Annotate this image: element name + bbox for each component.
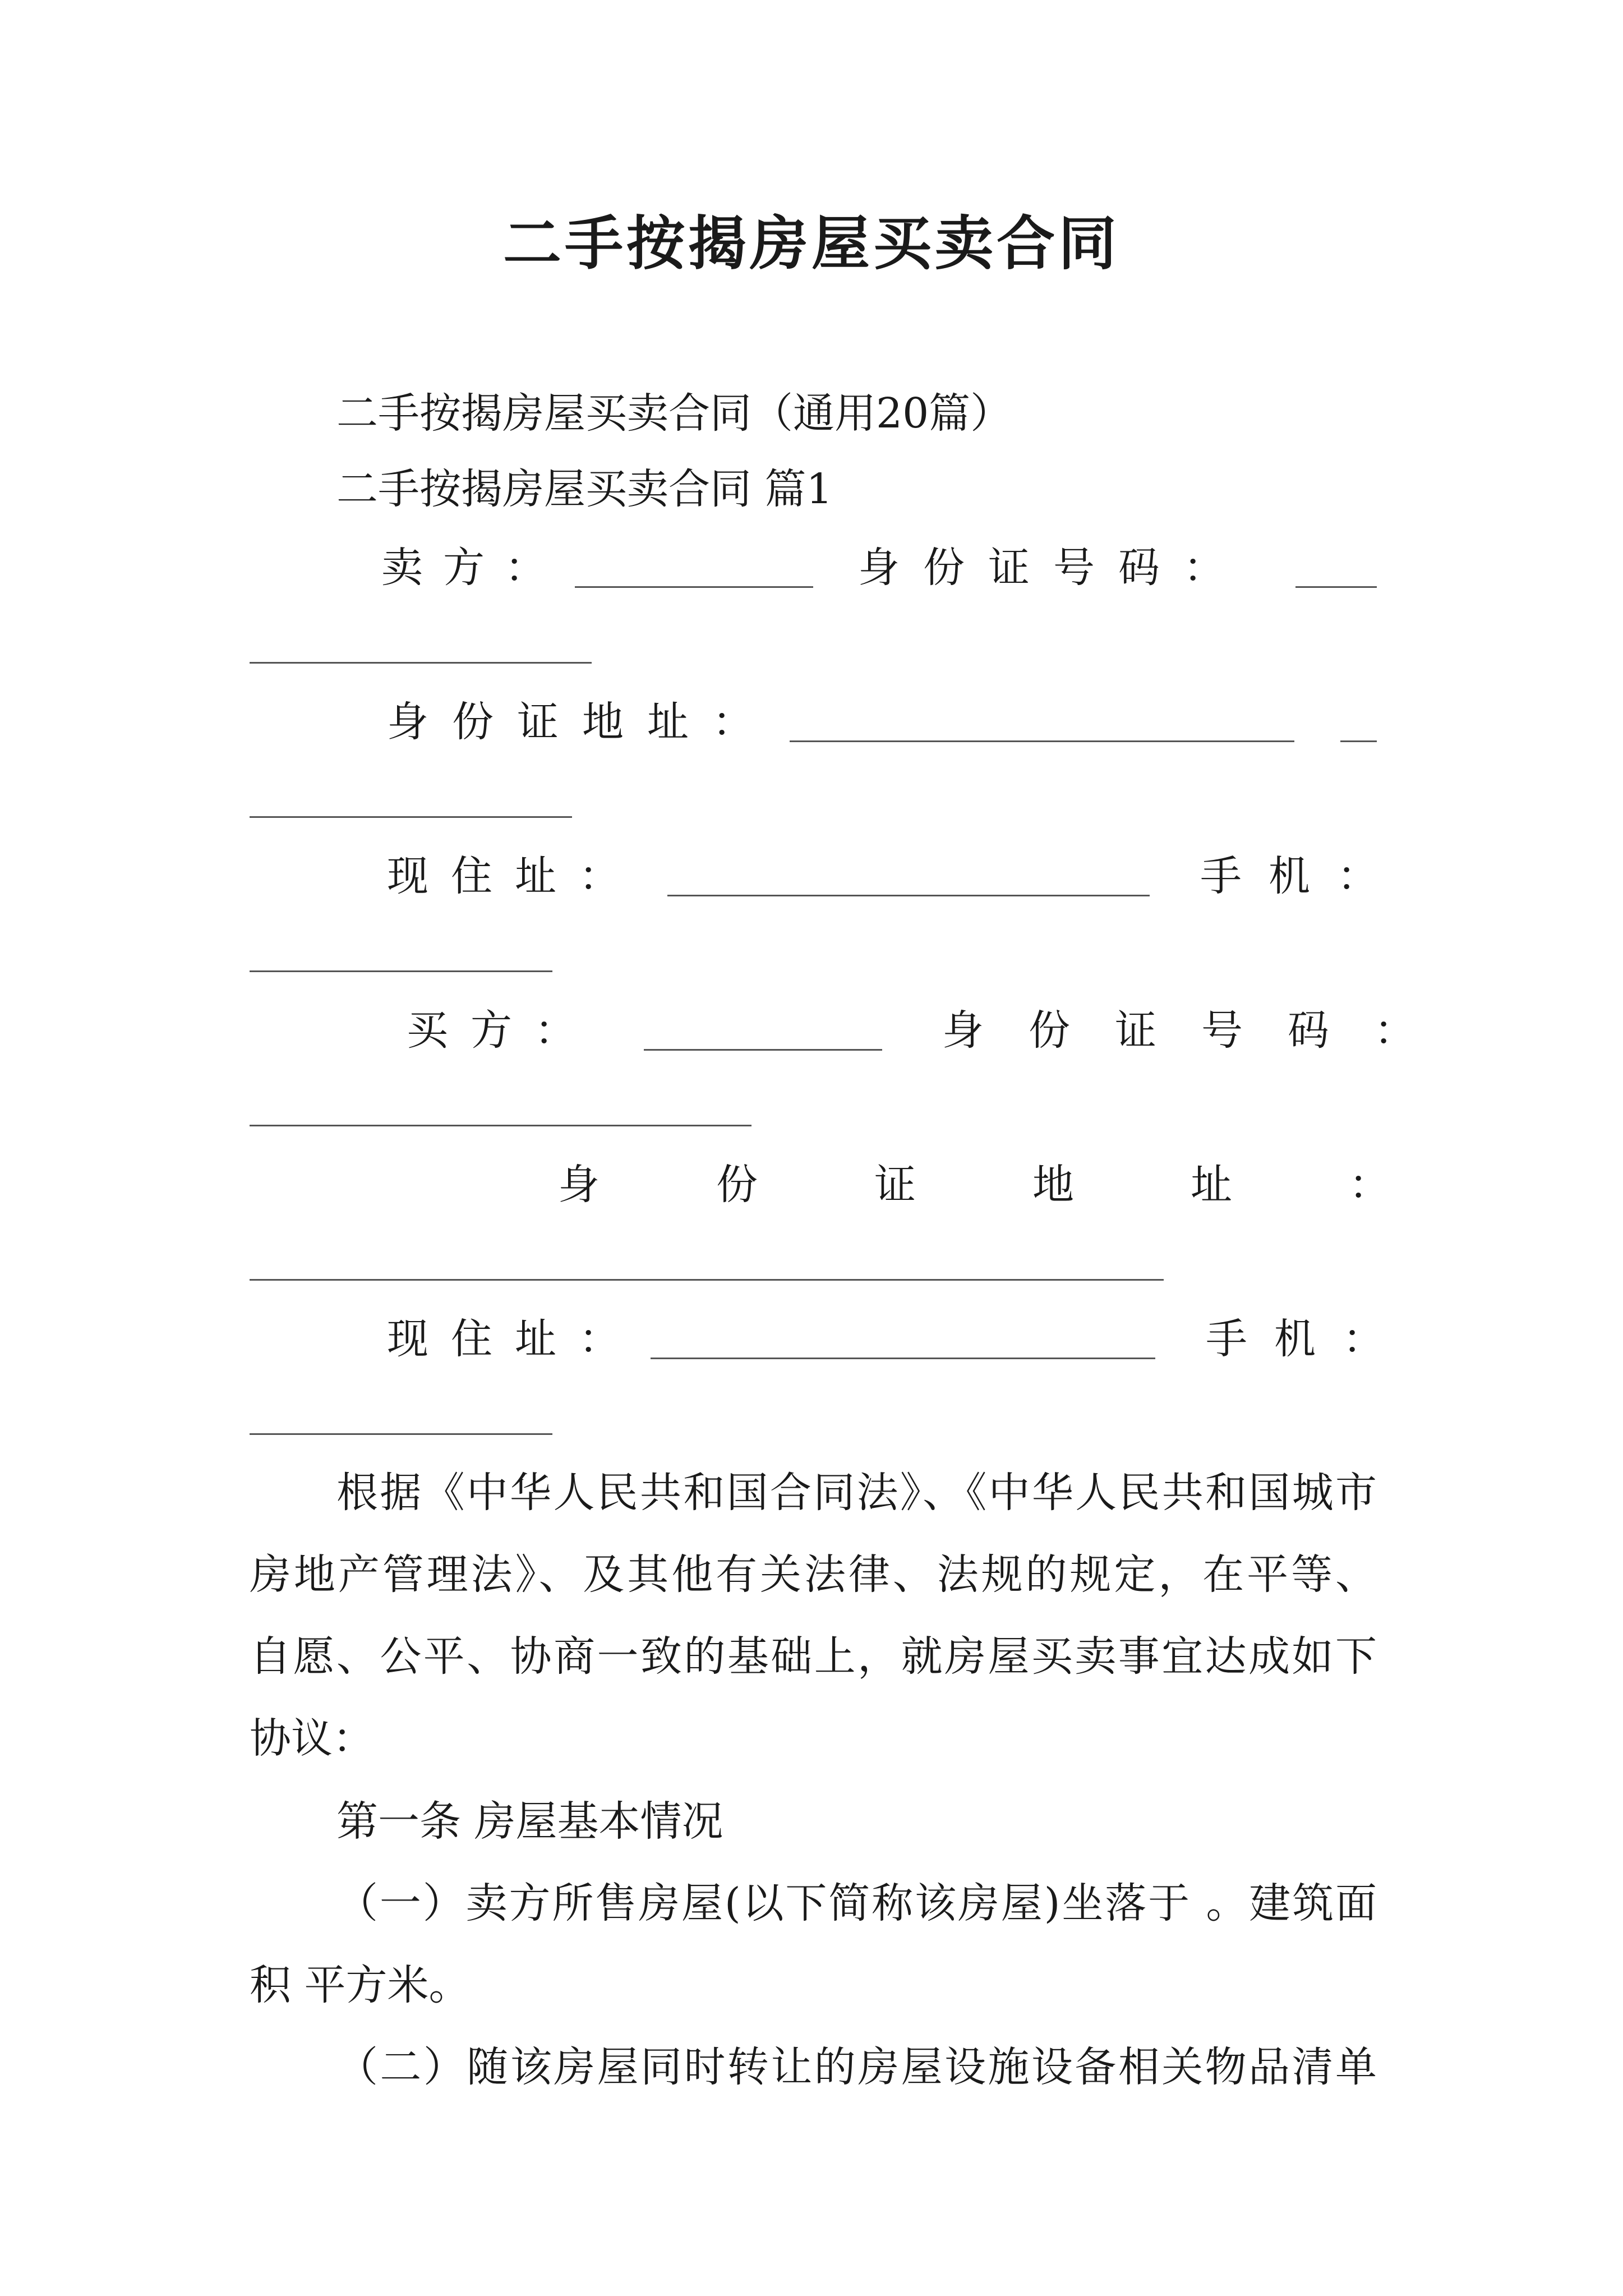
seller-id-blank [1295, 586, 1377, 588]
buyer-address-label: 身份证地址： [558, 1161, 1507, 1209]
seller-address-label: 身份证地址： [387, 698, 777, 746]
section-heading: 二手按揭房屋买卖合同 篇1 [336, 465, 833, 513]
clause-1-line: 积 平方米。 [250, 1961, 471, 2009]
article-1 [250, 1780, 1377, 1862]
buyer-phone-label: 手机： [1206, 1315, 1411, 1363]
seller-address-blank [790, 740, 1294, 742]
buyer-id-label: 身份证号码： [942, 1006, 1460, 1055]
seller-phone-label: 手机： [1200, 852, 1405, 900]
seller-id-label: 身份证号码： [858, 544, 1248, 592]
clause-2 [250, 2026, 1377, 2108]
buyer-label: 买方： [407, 1006, 598, 1055]
clause-1-line: （一）卖方所售房屋(以下简称该房屋)坐落于 。建筑面 [336, 1879, 1377, 1927]
buyer-address-blank [250, 1279, 1164, 1281]
buyer-id-blank [250, 1125, 751, 1126]
buyer-phone-blank [250, 1433, 552, 1435]
seller-name-blank [575, 586, 813, 588]
preamble-line: 根据《中华人民共和国合同法》、《中华人民共和国城市 [336, 1469, 1377, 1517]
seller-id-blank-cont [250, 662, 592, 664]
buyer-current-address-blank [651, 1358, 1155, 1359]
preamble-paragraph [250, 1452, 1377, 1779]
article-1-title: 第一条 房屋基本情况 [336, 1797, 723, 1846]
buyer-name-blank [644, 1049, 882, 1051]
preamble-line: 自愿、公平、协商一致的基础上，就房屋买卖事宜达成如下 [250, 1632, 1377, 1681]
preamble-line: 房地产管理法》、及其他有关法律、法规的规定，在平等、 [250, 1550, 1377, 1599]
seller-address-blank-cont [250, 816, 572, 818]
preamble-line: 协议： [250, 1714, 374, 1763]
document-title: 二手按揭房屋买卖合同 [502, 209, 1120, 278]
seller-current-address-label: 现住址： [387, 852, 643, 900]
seller-label: 卖方： [381, 544, 566, 592]
seller-phone-blank [250, 970, 552, 972]
seller-current-address-blank [667, 895, 1150, 896]
seller-address-blank-2 [1340, 740, 1377, 742]
buyer-current-address-label: 现住址： [387, 1315, 643, 1363]
document-subtitle: 二手按揭房屋买卖合同（通用20篇） [336, 389, 1012, 438]
clause-1 [250, 1862, 1377, 2026]
clause-2-line: （二）随该房屋同时转让的房屋设施设备相关物品清单 [336, 2043, 1377, 2091]
